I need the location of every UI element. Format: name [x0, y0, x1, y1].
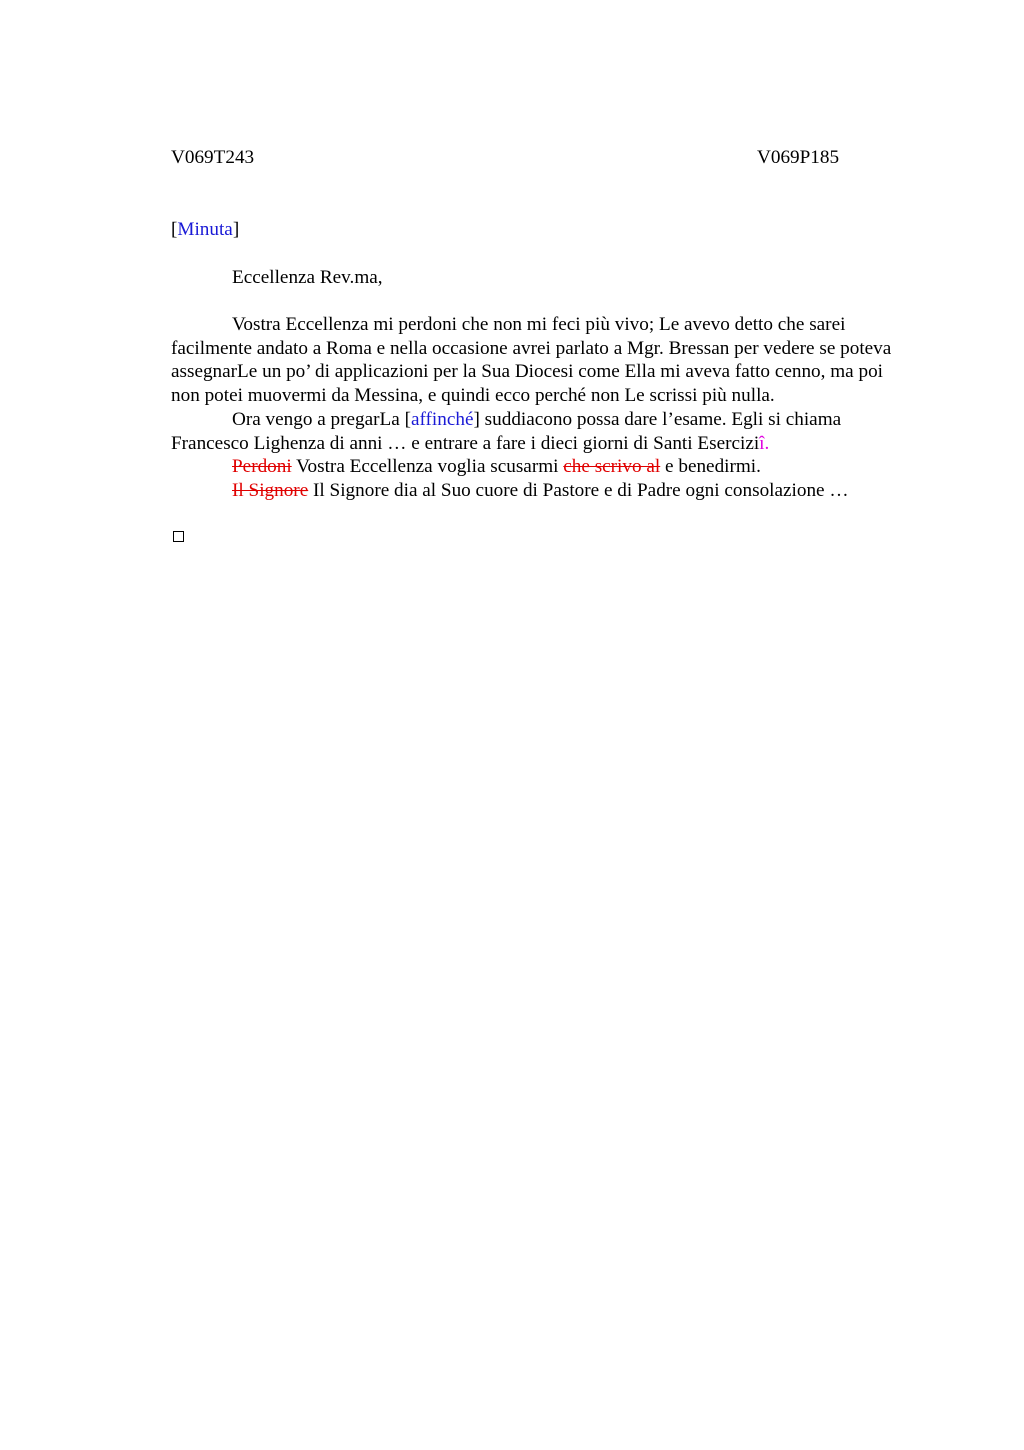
document-code-left: V069T243 [171, 147, 255, 168]
salutation: Eccellenza Rev.ma, [232, 267, 383, 288]
paragraph-3-part-1: Vostra Eccellenza voglia scusarmi [291, 456, 564, 478]
paragraph-2-part-1: Ora vengo a pregarLa [ [232, 408, 411, 430]
paragraph-2-part-2: ] suddiacono possa dare l’esame. Egli si chiama Francesco Lighenza di anni … e entrare a fare i dieci giorni di Santi Esercizi [171, 408, 842, 454]
struck-text-2: che scrivo al [563, 456, 661, 478]
paragraph-3-part-2: e benedirmi. [660, 456, 761, 478]
paragraph-2 [171, 408, 899, 455]
paragraph-4-text: Il Signore dia al Suo cuore di Pastore e di Padre ogni consolazione … [308, 479, 849, 501]
minuta-close-bracket: ] [232, 219, 240, 240]
struck-text-1: Perdoni [232, 456, 292, 478]
paragraph-3 [171, 455, 899, 479]
paragraph-4 [171, 479, 899, 503]
marked-character: î [759, 432, 765, 454]
letter-body [171, 313, 899, 503]
document-code-right: V069P185 [757, 147, 840, 168]
checkbox-square[interactable] [173, 531, 184, 542]
struck-text-3: Il Signore [232, 479, 309, 501]
paragraph-2-end: . [764, 432, 770, 454]
minuta-open-bracket: [ [171, 219, 178, 240]
minuta-label [171, 219, 239, 241]
minuta-text: Minuta [177, 219, 233, 240]
inserted-word: affinché [410, 408, 474, 430]
paragraph-1: Vostra Eccellenza mi perdoni che non mi feci più vivo; Le avevo detto che sarei facilmente andato a Roma e nella occasione avrei parlato a Mgr. Bressan per vedere se poteva assegnarLe un po’ di applicazioni per la Sua Diocesi come Ella mi aveva fatto cenno, ma poi non potei muovermi da Messina, e quindi ecco perché non Le scrissi più nulla. [171, 314, 892, 407]
